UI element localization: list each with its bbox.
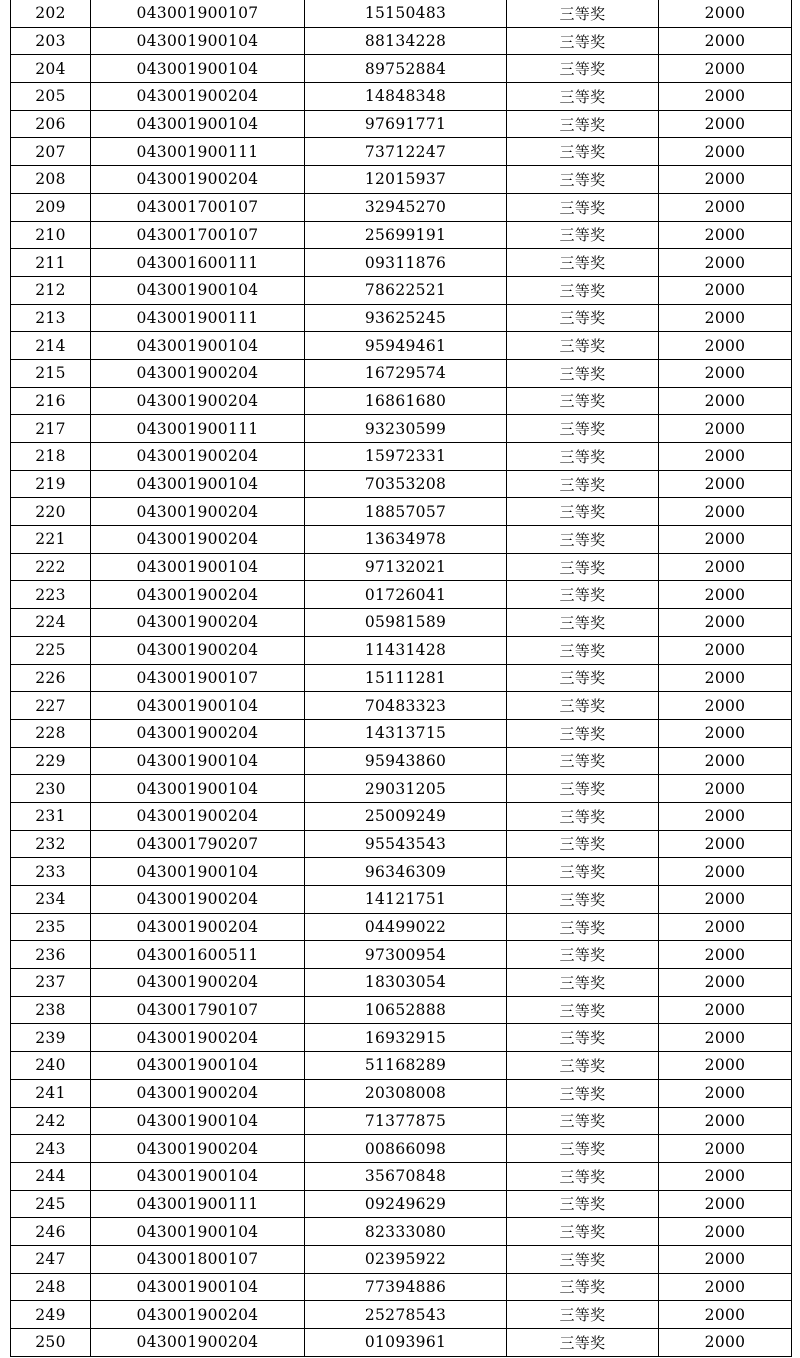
prize-level-cell: 三等奖	[507, 1052, 659, 1080]
seq-cell: 220	[11, 498, 91, 526]
table-row	[11, 276, 792, 304]
invoice-code-cell: 043001900107	[91, 0, 305, 27]
seq-cell: 213	[11, 304, 91, 332]
invoice-number-cell: 10652888	[305, 996, 507, 1024]
prize-amount-cell: 2000	[659, 1218, 792, 1246]
prize-level-cell: 三等奖	[507, 332, 659, 360]
seq-cell: 230	[11, 775, 91, 803]
invoice-code-cell: 043001900204	[91, 83, 305, 111]
seq-cell: 210	[11, 221, 91, 249]
seq-cell: 217	[11, 415, 91, 443]
seq-cell: 250	[11, 1329, 91, 1357]
prize-amount-cell: 2000	[659, 110, 792, 138]
seq-cell: 208	[11, 166, 91, 194]
prize-amount-cell: 2000	[659, 553, 792, 581]
prize-amount-cell: 2000	[659, 1162, 792, 1190]
seq-cell: 233	[11, 858, 91, 886]
table-row	[11, 747, 792, 775]
prize-amount-cell: 2000	[659, 941, 792, 969]
prize-amount-cell: 2000	[659, 221, 792, 249]
invoice-code-cell: 043001900204	[91, 913, 305, 941]
invoice-number-cell: 16932915	[305, 1024, 507, 1052]
table-row	[11, 1273, 792, 1301]
table-row	[11, 664, 792, 692]
prize-level-cell: 三等奖	[507, 1024, 659, 1052]
prize-level-cell: 三等奖	[507, 830, 659, 858]
prize-amount-cell: 2000	[659, 996, 792, 1024]
prize-level-cell: 三等奖	[507, 304, 659, 332]
invoice-number-cell: 25009249	[305, 802, 507, 830]
table-row	[11, 858, 792, 886]
prize-level-cell: 三等奖	[507, 1218, 659, 1246]
prize-amount-cell: 2000	[659, 166, 792, 194]
invoice-number-cell: 70483323	[305, 692, 507, 720]
invoice-code-cell: 043001900104	[91, 1162, 305, 1190]
prize-level-cell: 三等奖	[507, 775, 659, 803]
prize-level-cell: 三等奖	[507, 387, 659, 415]
table-row	[11, 1162, 792, 1190]
prize-amount-cell: 2000	[659, 83, 792, 111]
table-row	[11, 415, 792, 443]
invoice-number-cell: 93230599	[305, 415, 507, 443]
invoice-code-cell: 043001900204	[91, 359, 305, 387]
prize-amount-cell: 2000	[659, 886, 792, 914]
table-row	[11, 1107, 792, 1135]
invoice-number-cell: 11431428	[305, 636, 507, 664]
invoice-code-cell: 043001900104	[91, 1052, 305, 1080]
invoice-number-cell: 89752884	[305, 55, 507, 83]
invoice-code-cell: 043001900104	[91, 1273, 305, 1301]
table-row	[11, 1024, 792, 1052]
invoice-number-cell: 15111281	[305, 664, 507, 692]
table-row	[11, 1135, 792, 1163]
prize-level-cell: 三等奖	[507, 996, 659, 1024]
seq-cell: 226	[11, 664, 91, 692]
invoice-code-cell: 043001900204	[91, 1135, 305, 1163]
seq-cell: 231	[11, 802, 91, 830]
seq-cell: 211	[11, 249, 91, 277]
prize-level-cell: 三等奖	[507, 193, 659, 221]
invoice-number-cell: 25699191	[305, 221, 507, 249]
invoice-code-cell: 043001900204	[91, 166, 305, 194]
invoice-code-cell: 043001790107	[91, 996, 305, 1024]
prize-level-cell: 三等奖	[507, 969, 659, 997]
prize-level-cell: 三等奖	[507, 692, 659, 720]
invoice-number-cell: 14848348	[305, 83, 507, 111]
invoice-number-cell: 18857057	[305, 498, 507, 526]
invoice-code-cell: 043001900204	[91, 719, 305, 747]
seq-cell: 239	[11, 1024, 91, 1052]
prize-amount-cell: 2000	[659, 802, 792, 830]
invoice-number-cell: 14313715	[305, 719, 507, 747]
invoice-code-cell: 043001900104	[91, 55, 305, 83]
seq-cell: 202	[11, 0, 91, 27]
table-row	[11, 166, 792, 194]
invoice-number-cell: 15150483	[305, 0, 507, 27]
invoice-code-cell: 043001900104	[91, 747, 305, 775]
prize-amount-cell: 2000	[659, 1245, 792, 1273]
seq-cell: 246	[11, 1218, 91, 1246]
prize-level-cell: 三等奖	[507, 83, 659, 111]
seq-cell: 228	[11, 719, 91, 747]
seq-cell: 235	[11, 913, 91, 941]
seq-cell: 241	[11, 1079, 91, 1107]
invoice-code-cell: 043001900104	[91, 470, 305, 498]
invoice-code-cell: 043001900104	[91, 110, 305, 138]
prize-level-cell: 三等奖	[507, 636, 659, 664]
table-row	[11, 138, 792, 166]
table-row	[11, 1301, 792, 1329]
prize-winners-table	[10, 0, 792, 1357]
seq-cell: 204	[11, 55, 91, 83]
table-row	[11, 110, 792, 138]
prize-level-cell: 三等奖	[507, 1190, 659, 1218]
seq-cell: 238	[11, 996, 91, 1024]
table-row	[11, 193, 792, 221]
table-row	[11, 719, 792, 747]
invoice-number-cell: 00866098	[305, 1135, 507, 1163]
prize-level-cell: 三等奖	[507, 1273, 659, 1301]
invoice-code-cell: 043001700107	[91, 193, 305, 221]
seq-cell: 229	[11, 747, 91, 775]
prize-amount-cell: 2000	[659, 581, 792, 609]
invoice-code-cell: 043001900104	[91, 858, 305, 886]
invoice-code-cell: 043001900204	[91, 387, 305, 415]
prize-level-cell: 三等奖	[507, 553, 659, 581]
table-row	[11, 359, 792, 387]
invoice-number-cell: 70353208	[305, 470, 507, 498]
seq-cell: 206	[11, 110, 91, 138]
table-row	[11, 1079, 792, 1107]
seq-cell: 244	[11, 1162, 91, 1190]
invoice-code-cell: 043001900111	[91, 304, 305, 332]
prize-level-cell: 三等奖	[507, 1079, 659, 1107]
invoice-number-cell: 29031205	[305, 775, 507, 803]
invoice-number-cell: 97132021	[305, 553, 507, 581]
prize-amount-cell: 2000	[659, 359, 792, 387]
invoice-number-cell: 13634978	[305, 526, 507, 554]
invoice-number-cell: 78622521	[305, 276, 507, 304]
invoice-code-cell: 043001900111	[91, 138, 305, 166]
invoice-number-cell: 18303054	[305, 969, 507, 997]
prize-level-cell: 三等奖	[507, 138, 659, 166]
table-row	[11, 387, 792, 415]
prize-level-cell: 三等奖	[507, 221, 659, 249]
prize-level-cell: 三等奖	[507, 858, 659, 886]
prize-amount-cell: 2000	[659, 276, 792, 304]
invoice-code-cell: 043001800107	[91, 1245, 305, 1273]
prize-level-cell: 三等奖	[507, 913, 659, 941]
table-body	[11, 0, 792, 1356]
invoice-number-cell: 77394886	[305, 1273, 507, 1301]
prize-amount-cell: 2000	[659, 1190, 792, 1218]
invoice-code-cell: 043001900104	[91, 1218, 305, 1246]
invoice-code-cell: 043001900204	[91, 1329, 305, 1357]
invoice-number-cell: 51168289	[305, 1052, 507, 1080]
prize-amount-cell: 2000	[659, 304, 792, 332]
invoice-code-cell: 043001900104	[91, 553, 305, 581]
table-row	[11, 304, 792, 332]
invoice-number-cell: 16729574	[305, 359, 507, 387]
prize-amount-cell: 2000	[659, 636, 792, 664]
seq-cell: 249	[11, 1301, 91, 1329]
prize-level-cell: 三等奖	[507, 276, 659, 304]
seq-cell: 224	[11, 609, 91, 637]
table-row	[11, 886, 792, 914]
table-row	[11, 775, 792, 803]
seq-cell: 223	[11, 581, 91, 609]
invoice-code-cell: 043001900104	[91, 332, 305, 360]
prize-level-cell: 三等奖	[507, 747, 659, 775]
prize-amount-cell: 2000	[659, 858, 792, 886]
invoice-code-cell: 043001900107	[91, 664, 305, 692]
invoice-code-cell: 043001900204	[91, 1024, 305, 1052]
prize-level-cell: 三等奖	[507, 249, 659, 277]
prize-level-cell: 三等奖	[507, 609, 659, 637]
invoice-number-cell: 01093961	[305, 1329, 507, 1357]
table-row	[11, 609, 792, 637]
invoice-number-cell: 09249629	[305, 1190, 507, 1218]
seq-cell: 236	[11, 941, 91, 969]
seq-cell: 221	[11, 526, 91, 554]
prize-amount-cell: 2000	[659, 27, 792, 55]
invoice-number-cell: 12015937	[305, 166, 507, 194]
table-row	[11, 830, 792, 858]
prize-amount-cell: 2000	[659, 830, 792, 858]
prize-amount-cell: 2000	[659, 470, 792, 498]
table-row	[11, 1052, 792, 1080]
invoice-number-cell: 73712247	[305, 138, 507, 166]
invoice-number-cell: 95943860	[305, 747, 507, 775]
invoice-number-cell: 09311876	[305, 249, 507, 277]
seq-cell: 203	[11, 27, 91, 55]
invoice-number-cell: 02395922	[305, 1245, 507, 1273]
seq-cell: 214	[11, 332, 91, 360]
table-row	[11, 221, 792, 249]
prize-amount-cell: 2000	[659, 775, 792, 803]
prize-level-cell: 三等奖	[507, 802, 659, 830]
table-row	[11, 0, 792, 27]
invoice-number-cell: 97691771	[305, 110, 507, 138]
seq-cell: 234	[11, 886, 91, 914]
seq-cell: 215	[11, 359, 91, 387]
table-row	[11, 913, 792, 941]
invoice-number-cell: 95949461	[305, 332, 507, 360]
prize-amount-cell: 2000	[659, 526, 792, 554]
prize-level-cell: 三等奖	[507, 0, 659, 27]
table-row	[11, 498, 792, 526]
prize-level-cell: 三等奖	[507, 27, 659, 55]
prize-amount-cell: 2000	[659, 1135, 792, 1163]
table-row	[11, 969, 792, 997]
table-row	[11, 27, 792, 55]
invoice-code-cell: 043001600111	[91, 249, 305, 277]
invoice-code-cell: 043001900204	[91, 636, 305, 664]
prize-amount-cell: 2000	[659, 443, 792, 471]
prize-amount-cell: 2000	[659, 249, 792, 277]
invoice-code-cell: 043001600511	[91, 941, 305, 969]
table-row	[11, 249, 792, 277]
invoice-number-cell: 14121751	[305, 886, 507, 914]
invoice-number-cell: 05981589	[305, 609, 507, 637]
invoice-number-cell: 97300954	[305, 941, 507, 969]
invoice-number-cell: 20308008	[305, 1079, 507, 1107]
seq-cell: 219	[11, 470, 91, 498]
table-row	[11, 996, 792, 1024]
prize-level-cell: 三等奖	[507, 443, 659, 471]
invoice-number-cell: 96346309	[305, 858, 507, 886]
seq-cell: 242	[11, 1107, 91, 1135]
prize-level-cell: 三等奖	[507, 526, 659, 554]
invoice-number-cell: 35670848	[305, 1162, 507, 1190]
seq-cell: 243	[11, 1135, 91, 1163]
prize-level-cell: 三等奖	[507, 719, 659, 747]
seq-cell: 205	[11, 83, 91, 111]
prize-amount-cell: 2000	[659, 138, 792, 166]
prize-level-cell: 三等奖	[507, 166, 659, 194]
prize-amount-cell: 2000	[659, 0, 792, 27]
prize-amount-cell: 2000	[659, 387, 792, 415]
prize-amount-cell: 2000	[659, 193, 792, 221]
invoice-number-cell: 71377875	[305, 1107, 507, 1135]
invoice-code-cell: 043001900204	[91, 969, 305, 997]
table-row	[11, 1245, 792, 1273]
prize-amount-cell: 2000	[659, 913, 792, 941]
seq-cell: 216	[11, 387, 91, 415]
table-row	[11, 1190, 792, 1218]
seq-cell: 207	[11, 138, 91, 166]
seq-cell: 225	[11, 636, 91, 664]
invoice-code-cell: 043001900204	[91, 802, 305, 830]
invoice-code-cell: 043001900104	[91, 27, 305, 55]
prize-amount-cell: 2000	[659, 1329, 792, 1357]
prize-level-cell: 三等奖	[507, 55, 659, 83]
prize-amount-cell: 2000	[659, 719, 792, 747]
table-row	[11, 332, 792, 360]
invoice-code-cell: 043001900104	[91, 775, 305, 803]
prize-level-cell: 三等奖	[507, 1301, 659, 1329]
seq-cell: 212	[11, 276, 91, 304]
table-row	[11, 581, 792, 609]
prize-amount-cell: 2000	[659, 498, 792, 526]
invoice-code-cell: 043001900111	[91, 415, 305, 443]
invoice-code-cell: 043001900204	[91, 581, 305, 609]
prize-amount-cell: 2000	[659, 969, 792, 997]
prize-level-cell: 三等奖	[507, 498, 659, 526]
seq-cell: 237	[11, 969, 91, 997]
prize-level-cell: 三等奖	[507, 359, 659, 387]
prize-level-cell: 三等奖	[507, 1162, 659, 1190]
prize-level-cell: 三等奖	[507, 941, 659, 969]
table-row	[11, 526, 792, 554]
invoice-number-cell: 93625245	[305, 304, 507, 332]
invoice-number-cell: 04499022	[305, 913, 507, 941]
prize-level-cell: 三等奖	[507, 664, 659, 692]
prize-amount-cell: 2000	[659, 1107, 792, 1135]
prize-amount-cell: 2000	[659, 747, 792, 775]
invoice-code-cell: 043001790207	[91, 830, 305, 858]
table-row	[11, 470, 792, 498]
invoice-number-cell: 95543543	[305, 830, 507, 858]
prize-level-cell: 三等奖	[507, 110, 659, 138]
prize-amount-cell: 2000	[659, 415, 792, 443]
seq-cell: 218	[11, 443, 91, 471]
prize-amount-cell: 2000	[659, 664, 792, 692]
seq-cell: 247	[11, 1245, 91, 1273]
prize-amount-cell: 2000	[659, 609, 792, 637]
seq-cell: 222	[11, 553, 91, 581]
invoice-number-cell: 25278543	[305, 1301, 507, 1329]
table-row	[11, 443, 792, 471]
prize-level-cell: 三等奖	[507, 886, 659, 914]
prize-level-cell: 三等奖	[507, 1245, 659, 1273]
seq-cell: 232	[11, 830, 91, 858]
invoice-code-cell: 043001900204	[91, 498, 305, 526]
prize-amount-cell: 2000	[659, 1301, 792, 1329]
table-row	[11, 1218, 792, 1246]
table-row	[11, 802, 792, 830]
invoice-number-cell: 01726041	[305, 581, 507, 609]
invoice-code-cell: 043001700107	[91, 221, 305, 249]
table-row	[11, 941, 792, 969]
prize-level-cell: 三等奖	[507, 581, 659, 609]
table-row	[11, 83, 792, 111]
table-row	[11, 553, 792, 581]
prize-amount-cell: 2000	[659, 692, 792, 720]
prize-amount-cell: 2000	[659, 1273, 792, 1301]
invoice-number-cell: 32945270	[305, 193, 507, 221]
invoice-code-cell: 043001900104	[91, 1107, 305, 1135]
invoice-code-cell: 043001900204	[91, 526, 305, 554]
seq-cell: 227	[11, 692, 91, 720]
invoice-number-cell: 82333080	[305, 1218, 507, 1246]
invoice-code-cell: 043001900204	[91, 1079, 305, 1107]
invoice-code-cell: 043001900204	[91, 1301, 305, 1329]
invoice-code-cell: 043001900104	[91, 692, 305, 720]
table-row	[11, 636, 792, 664]
prize-amount-cell: 2000	[659, 1079, 792, 1107]
prize-amount-cell: 2000	[659, 1052, 792, 1080]
invoice-number-cell: 88134228	[305, 27, 507, 55]
seq-cell: 209	[11, 193, 91, 221]
seq-cell: 245	[11, 1190, 91, 1218]
prize-level-cell: 三等奖	[507, 470, 659, 498]
invoice-code-cell: 043001900204	[91, 609, 305, 637]
invoice-code-cell: 043001900111	[91, 1190, 305, 1218]
prize-amount-cell: 2000	[659, 332, 792, 360]
invoice-number-cell: 15972331	[305, 443, 507, 471]
invoice-code-cell: 043001900204	[91, 443, 305, 471]
invoice-number-cell: 16861680	[305, 387, 507, 415]
invoice-code-cell: 043001900104	[91, 276, 305, 304]
prize-level-cell: 三等奖	[507, 1135, 659, 1163]
table-row	[11, 1329, 792, 1357]
prize-amount-cell: 2000	[659, 55, 792, 83]
prize-level-cell: 三等奖	[507, 1329, 659, 1357]
table-row	[11, 692, 792, 720]
prize-level-cell: 三等奖	[507, 415, 659, 443]
seq-cell: 248	[11, 1273, 91, 1301]
seq-cell: 240	[11, 1052, 91, 1080]
prize-amount-cell: 2000	[659, 1024, 792, 1052]
invoice-code-cell: 043001900204	[91, 886, 305, 914]
prize-level-cell: 三等奖	[507, 1107, 659, 1135]
table-row	[11, 55, 792, 83]
